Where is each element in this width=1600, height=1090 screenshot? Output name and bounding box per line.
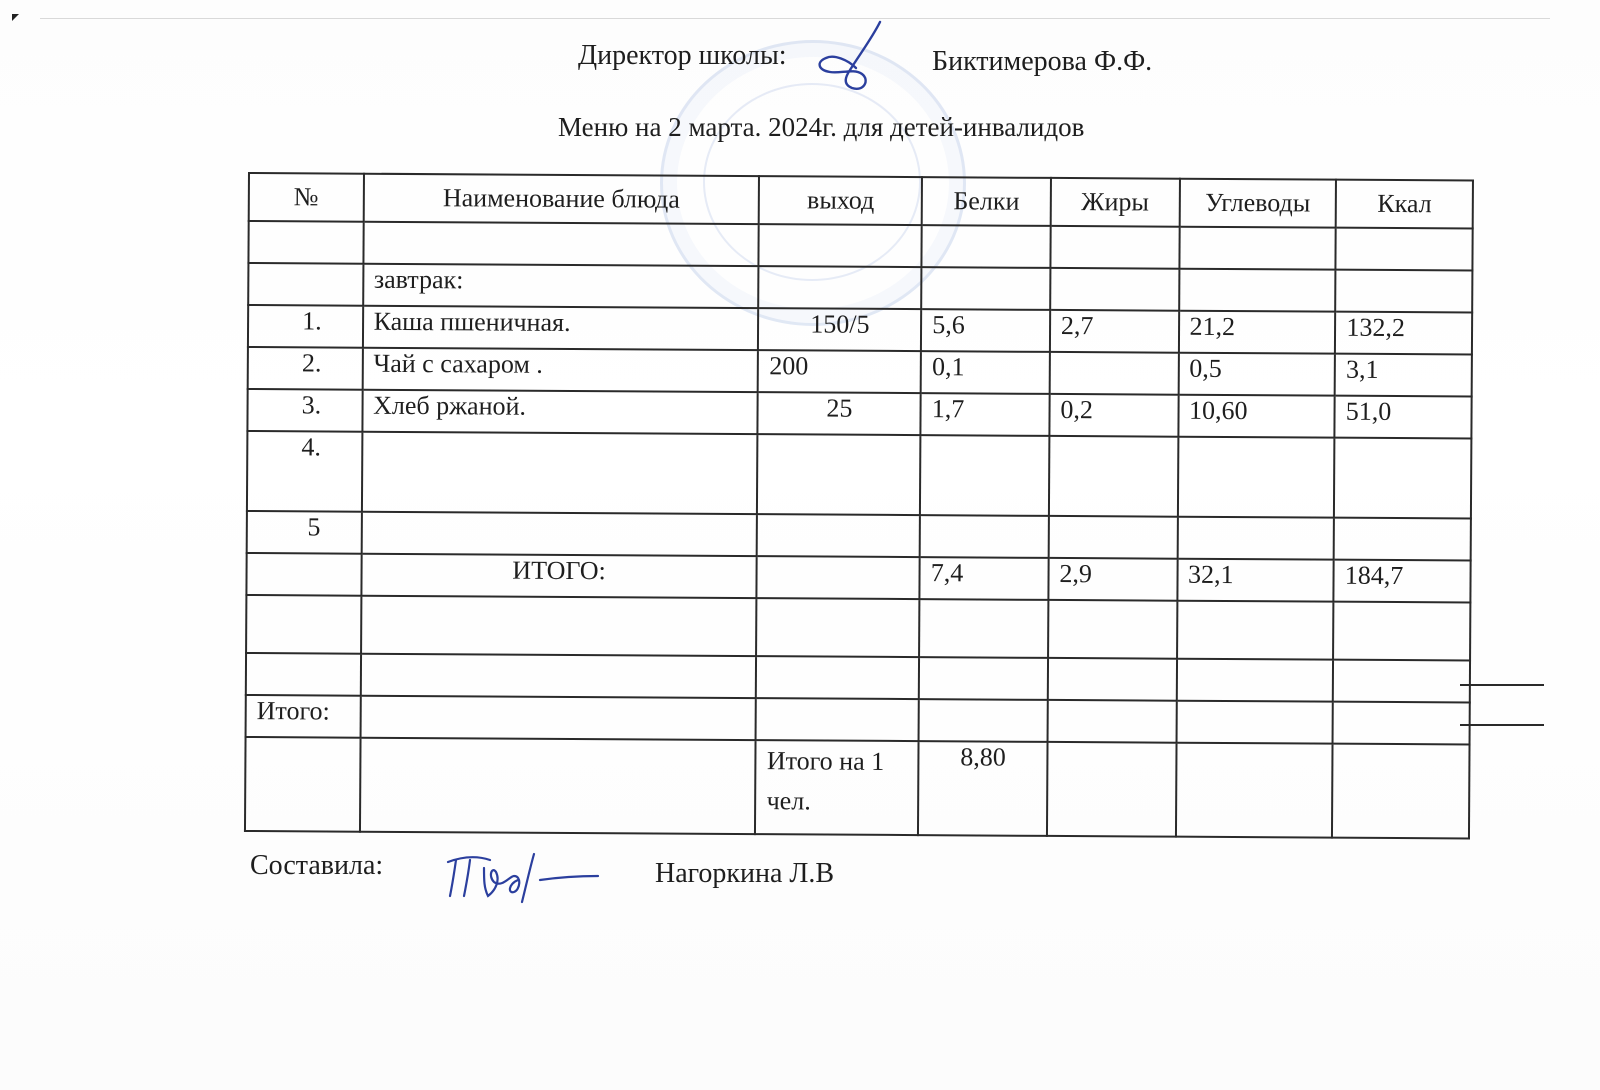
total-kcal: 184,7 — [1334, 560, 1471, 603]
table-row-empty — [248, 221, 1472, 270]
table-extension-line — [1460, 724, 1544, 726]
row-number: 1. — [248, 305, 363, 348]
header-output: выход — [759, 176, 922, 225]
per-person-label: Итого на 1 чел. — [755, 740, 918, 835]
header-dish-name: Наименование блюда — [363, 174, 759, 224]
row-protein: 1,7 — [921, 393, 1050, 436]
row-kcal: 132,2 — [1335, 312, 1472, 355]
table-row — [248, 347, 1472, 396]
itogo-label: Итого: — [246, 695, 361, 738]
row-dish-name: Хлеб ржаной. — [362, 390, 758, 434]
header-kcal: Ккал — [1336, 180, 1473, 229]
composer-name: Нагоркина Л.В — [655, 858, 835, 889]
section-label: завтрак: — [363, 264, 759, 308]
table-row-total — [246, 553, 1470, 602]
table-row-empty — [246, 653, 1470, 702]
row-output: 25 — [758, 392, 921, 435]
table-header-row — [249, 173, 1473, 228]
row-dish-name: Каша пшеничная. — [362, 306, 758, 350]
row-fat: 0,2 — [1049, 394, 1178, 437]
row-protein: 5,6 — [921, 309, 1050, 352]
table-row — [247, 431, 1471, 518]
row-dish-name — [361, 432, 757, 514]
composer-signature — [444, 846, 604, 908]
header-number: № — [249, 173, 364, 222]
table-row-empty — [246, 595, 1470, 660]
row-number: 2. — [248, 347, 363, 390]
row-output: 200 — [758, 350, 921, 393]
row-number: 5 — [247, 511, 362, 554]
row-fat: 2,7 — [1050, 310, 1179, 353]
table-extension-line — [1460, 684, 1544, 686]
table-row-section — [248, 263, 1472, 312]
row-number: 3. — [247, 389, 362, 432]
header-protein: Белки — [922, 177, 1051, 226]
total-label: ИТОГО: — [361, 554, 757, 598]
director-label: Директор школы: — [578, 40, 787, 71]
menu-table — [244, 172, 1474, 839]
header-carbs: Углеводы — [1179, 179, 1336, 228]
total-fat: 2,9 — [1048, 558, 1177, 601]
menu-title: Меню на 2 марта. 2024г. для детей-инвалидов — [558, 112, 1085, 142]
row-number: 4. — [247, 431, 362, 512]
director-signature — [812, 18, 902, 96]
row-carbs: 21,2 — [1178, 311, 1335, 354]
row-kcal: 51,0 — [1335, 396, 1472, 439]
row-protein: 0,1 — [921, 351, 1050, 394]
director-name: Биктимерова Ф.Ф. — [932, 46, 1153, 77]
row-dish-name — [361, 512, 757, 556]
scan-corner-mark — [12, 14, 19, 21]
table-row-per-person — [245, 737, 1470, 838]
scan-top-edge — [40, 18, 1550, 19]
total-protein: 7,4 — [920, 557, 1049, 600]
row-dish-name: Чай с сахаром . — [362, 348, 758, 392]
composed-by-label: Составила: — [250, 850, 384, 881]
total-carbs: 32,1 — [1177, 559, 1334, 602]
row-carbs: 10,60 — [1178, 395, 1335, 438]
row-carbs: 0,5 — [1178, 353, 1335, 396]
per-person-value: 8,80 — [918, 741, 1047, 836]
header-fat: Жиры — [1051, 178, 1180, 227]
table-row-itogo — [246, 695, 1470, 744]
row-output: 150/5 — [758, 308, 921, 351]
table-row — [247, 511, 1471, 560]
table-row — [248, 305, 1472, 354]
row-kcal: 3,1 — [1335, 354, 1472, 397]
table-row — [247, 389, 1471, 438]
row-fat — [1050, 352, 1179, 395]
